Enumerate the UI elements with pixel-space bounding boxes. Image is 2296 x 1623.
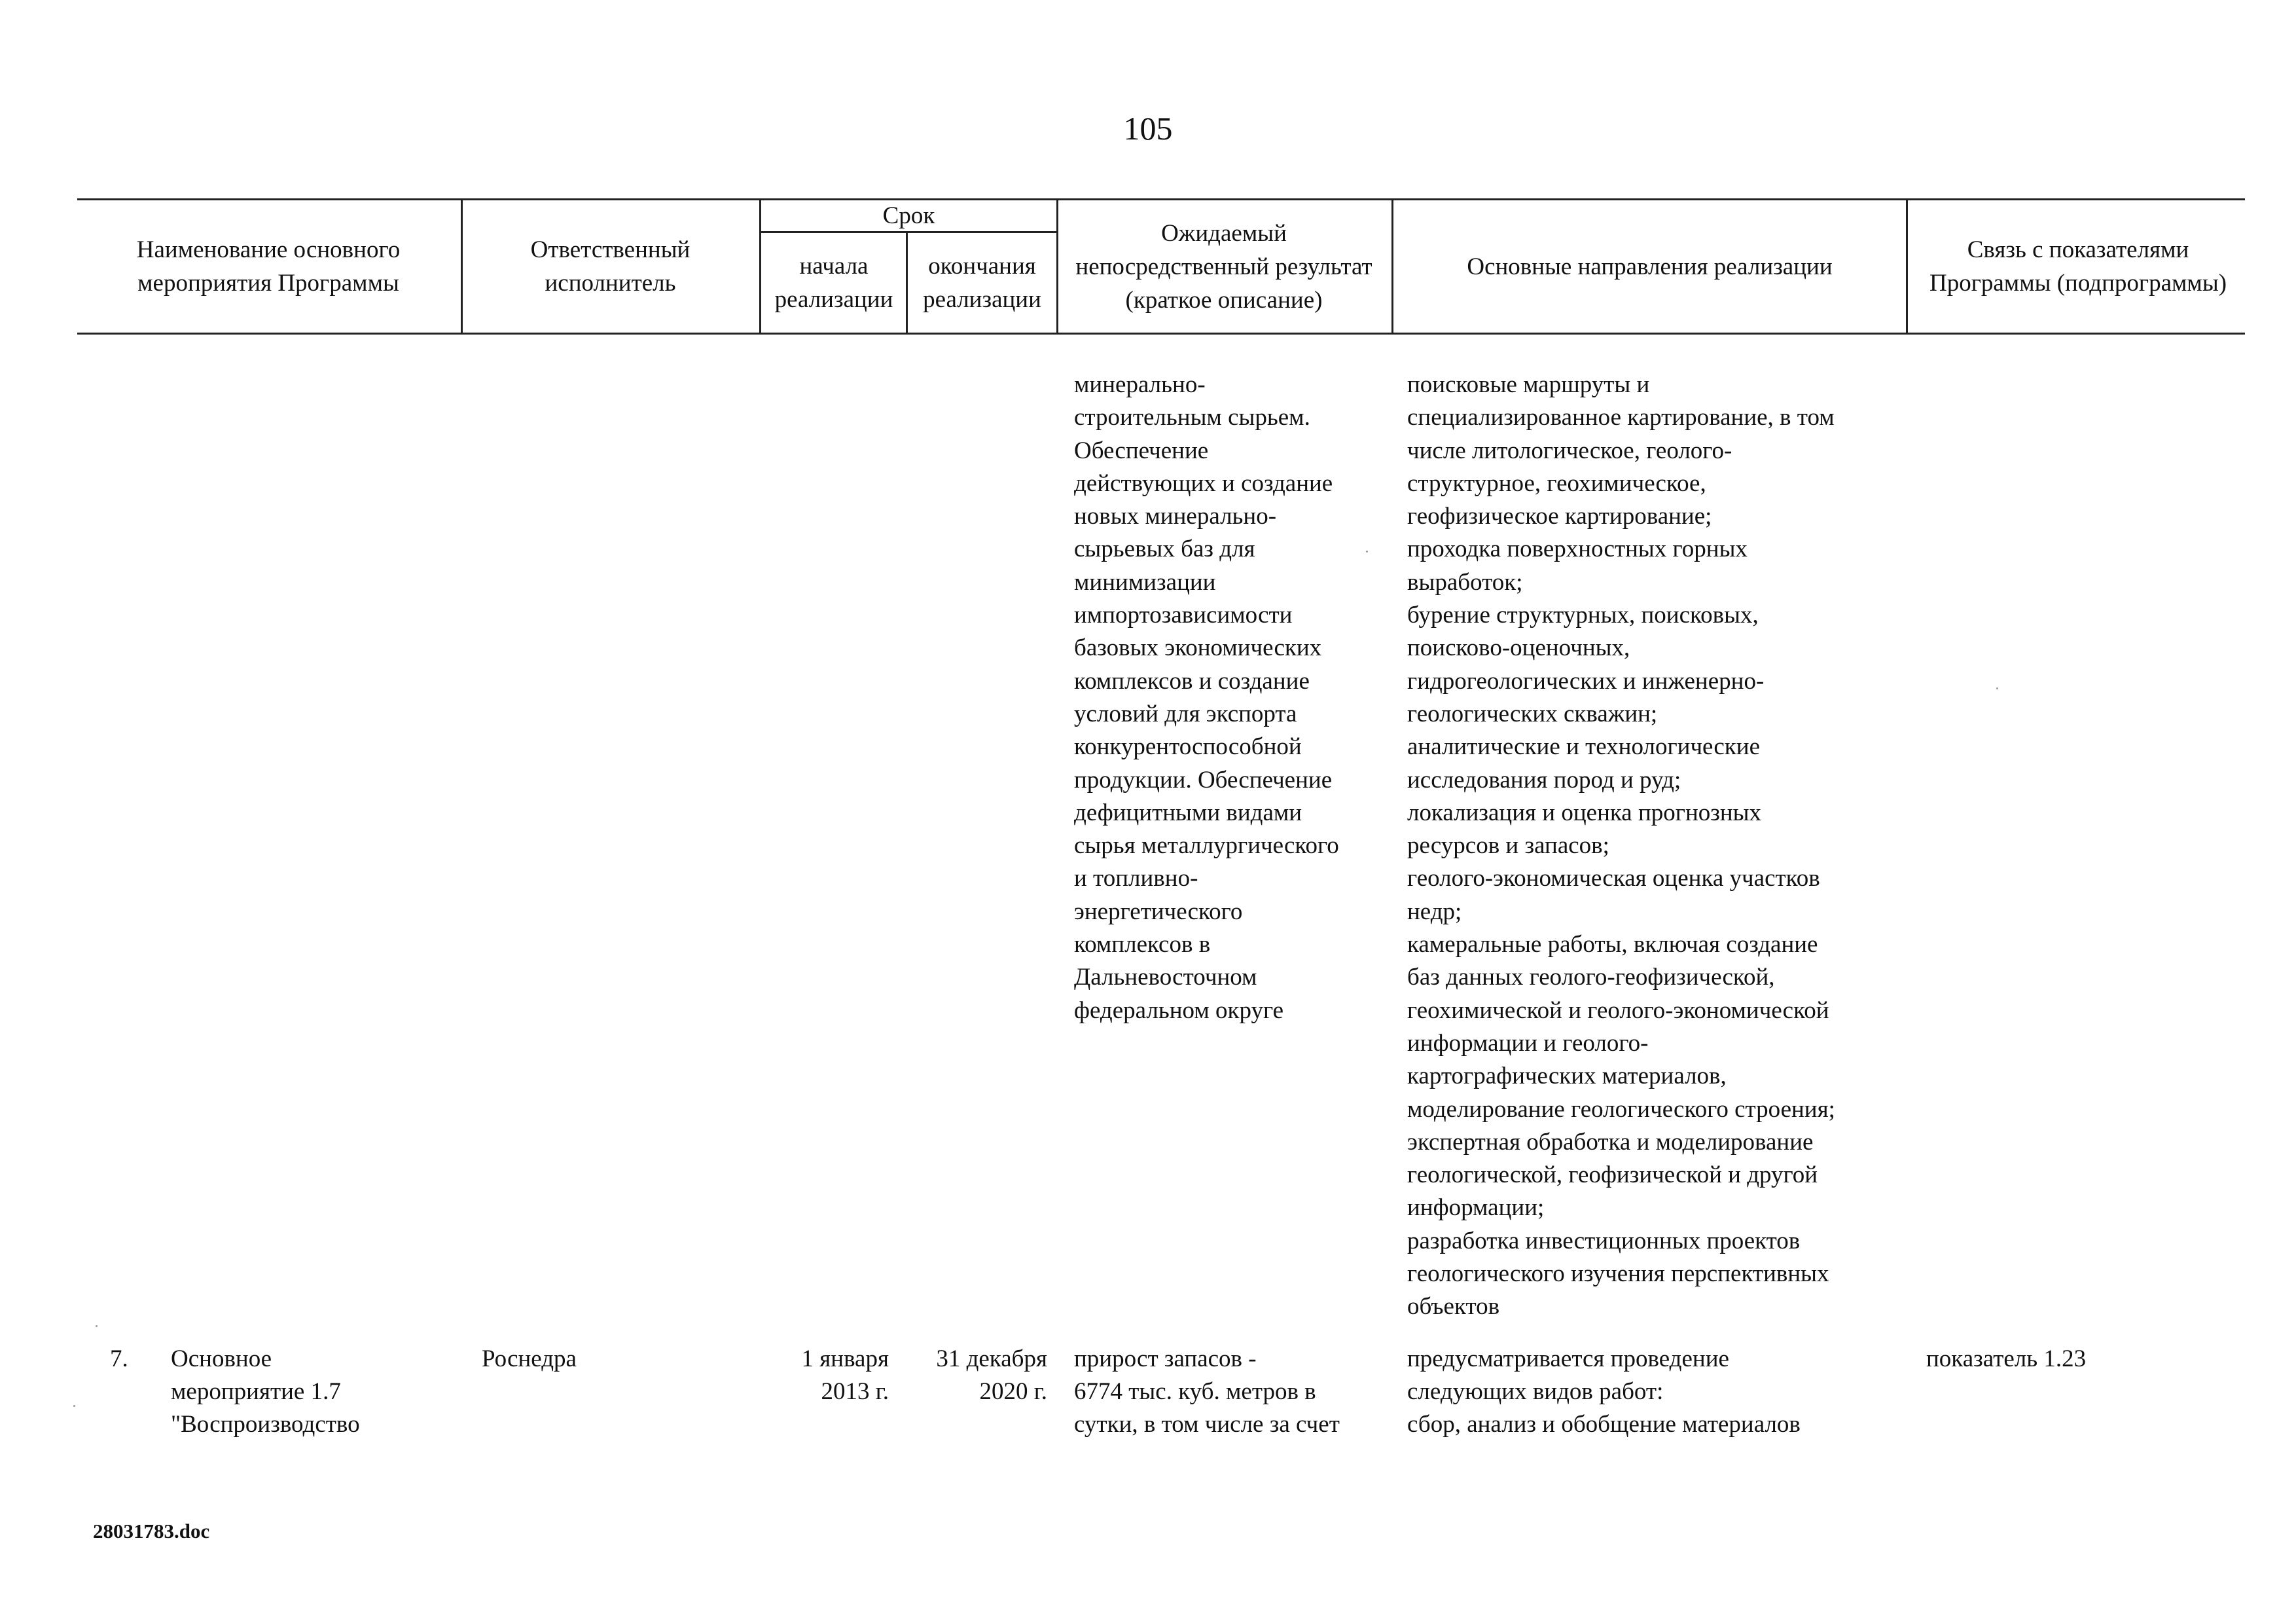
result-line: конкурентоспособной <box>1074 733 1302 761</box>
directions-line: структурное, геохимическое, <box>1407 469 1706 497</box>
directions-line: поисковые маршруты и <box>1407 371 1650 398</box>
name-line: "Воспроизводство <box>171 1411 360 1438</box>
scan-speck <box>73 1405 75 1407</box>
directions-line: исследования пород и руд; <box>1407 766 1681 793</box>
directions-line: информации и геолого- <box>1407 1029 1649 1057</box>
result-line: строительным сырьем. <box>1074 404 1310 431</box>
directions-line: сбор, анализ и обобщение материалов <box>1407 1411 1801 1438</box>
row7-result <box>1074 1343 1340 1441</box>
end-line: 2020 г. <box>979 1378 1047 1405</box>
row7-responsible: Роснедра <box>482 1345 577 1372</box>
header-result: Ожидаемый непосредственный результат (краткое описание) <box>1075 219 1372 314</box>
directions-line: камеральные работы, включая создание <box>1407 931 1818 958</box>
row7-directions <box>1407 1343 1801 1441</box>
header-separator <box>1056 198 1058 335</box>
header-name: Наименование основного мероприятия Программы <box>136 236 401 297</box>
header-separator <box>461 198 463 335</box>
page-number: 105 <box>1123 110 1173 147</box>
result-line: комплексов в <box>1074 931 1211 958</box>
start-line: 1 января <box>801 1345 889 1372</box>
directions-line: гидрогеологических и инженерно- <box>1407 667 1765 695</box>
result-line: сырья металлургического <box>1074 832 1339 860</box>
directions-line: бурение структурных, поисковых, <box>1407 602 1759 629</box>
row7-end <box>910 1343 1047 1408</box>
directions-line: ресурсов и запасов; <box>1407 832 1609 860</box>
directions-line: геологического изучения перспективных <box>1407 1260 1829 1288</box>
directions-line: аналитические и технологические <box>1407 733 1761 761</box>
name-line: Основное <box>171 1345 272 1372</box>
directions-line: моделирование геологического строения; <box>1407 1095 1835 1123</box>
directions-line: объектов <box>1407 1293 1500 1321</box>
result-line: импортозависимости <box>1074 602 1293 629</box>
directions-line: специализированное картирование, в том <box>1407 404 1835 431</box>
result-line: условий для экспорта <box>1074 700 1297 727</box>
continuation-directions <box>1407 369 1835 1324</box>
row7-start <box>764 1343 889 1408</box>
document-filename: 28031783.doc <box>93 1520 210 1542</box>
table-header-bottom-rule <box>77 333 2245 335</box>
scan-speck <box>1366 551 1368 553</box>
end-line: 31 декабря <box>936 1345 1047 1372</box>
directions-line: геолого-экономическая оценка участков <box>1407 865 1820 892</box>
result-line: энергетического <box>1074 898 1243 925</box>
row7-number: 7. <box>110 1345 128 1372</box>
directions-line: числе литологическое, геолого- <box>1407 437 1732 464</box>
header-responsible: Ответственный исполнитель <box>530 236 691 297</box>
result-line: комплексов и создание <box>1074 667 1310 695</box>
start-line: 2013 г. <box>821 1378 889 1405</box>
result-line: минерально- <box>1074 371 1206 398</box>
directions-line: разработка инвестиционных проектов <box>1407 1227 1801 1254</box>
result-line: продукции. Обеспечение <box>1074 766 1333 793</box>
directions-line: геологических скважин; <box>1407 700 1658 727</box>
result-line: Дальневосточном <box>1074 964 1257 991</box>
directions-line: баз данных геолого-геофизической, <box>1407 964 1775 991</box>
header-term: Срок <box>882 202 935 229</box>
result-line: 6774 тыс. куб. метров в <box>1074 1378 1316 1405</box>
result-line: сутки, в том числе за счет <box>1074 1411 1340 1438</box>
directions-line: проходка поверхностных горных <box>1407 536 1748 563</box>
directions-line: поисково-оценочных, <box>1407 634 1630 662</box>
directions-line: картографических материалов, <box>1407 1063 1727 1090</box>
result-line: новых минерально- <box>1074 503 1277 530</box>
directions-line: недр; <box>1407 898 1462 925</box>
name-line: мероприятие 1.7 <box>171 1378 341 1405</box>
result-line: дефицитными видами <box>1074 799 1302 826</box>
directions-line: информации; <box>1407 1194 1545 1222</box>
directions-line: следующих видов работ: <box>1407 1378 1664 1405</box>
result-line: базовых экономических <box>1074 634 1322 662</box>
directions-line: геологической, геофизической и другой <box>1407 1161 1818 1189</box>
row7-name <box>171 1343 360 1441</box>
header-directions: Основные направления реализации <box>1467 253 1833 280</box>
result-line: Обеспечение <box>1074 437 1209 464</box>
result-line: действующих и создание <box>1074 469 1333 497</box>
header-separator <box>1906 198 1908 335</box>
result-line: сырьевых баз для <box>1074 536 1255 563</box>
directions-line: геохимической и геолого-экономической <box>1407 996 1829 1024</box>
result-line: и топливно- <box>1074 865 1198 892</box>
scan-speck <box>1996 687 1998 689</box>
directions-line: локализация и оценка прогнозных <box>1407 799 1762 826</box>
row7-link: показатель 1.23 <box>1926 1345 2087 1372</box>
result-line: минимизации <box>1074 568 1216 596</box>
header-link: Связь с показателями Программы (подпрограммы) <box>1929 236 2227 297</box>
header-start: начала реализации <box>774 253 893 313</box>
directions-line: выработок; <box>1407 568 1523 596</box>
result-line: федеральном округе <box>1074 996 1284 1024</box>
directions-line: предусматривается проведение <box>1407 1345 1729 1372</box>
continuation-result <box>1074 369 1339 1027</box>
directions-line: экспертная обработка и моделирование <box>1407 1128 1814 1156</box>
directions-line: геофизическое картирование; <box>1407 503 1712 530</box>
header-end: окончания реализации <box>923 253 1041 313</box>
scan-speck <box>96 1325 98 1327</box>
result-line: прирост запасов - <box>1074 1345 1257 1372</box>
